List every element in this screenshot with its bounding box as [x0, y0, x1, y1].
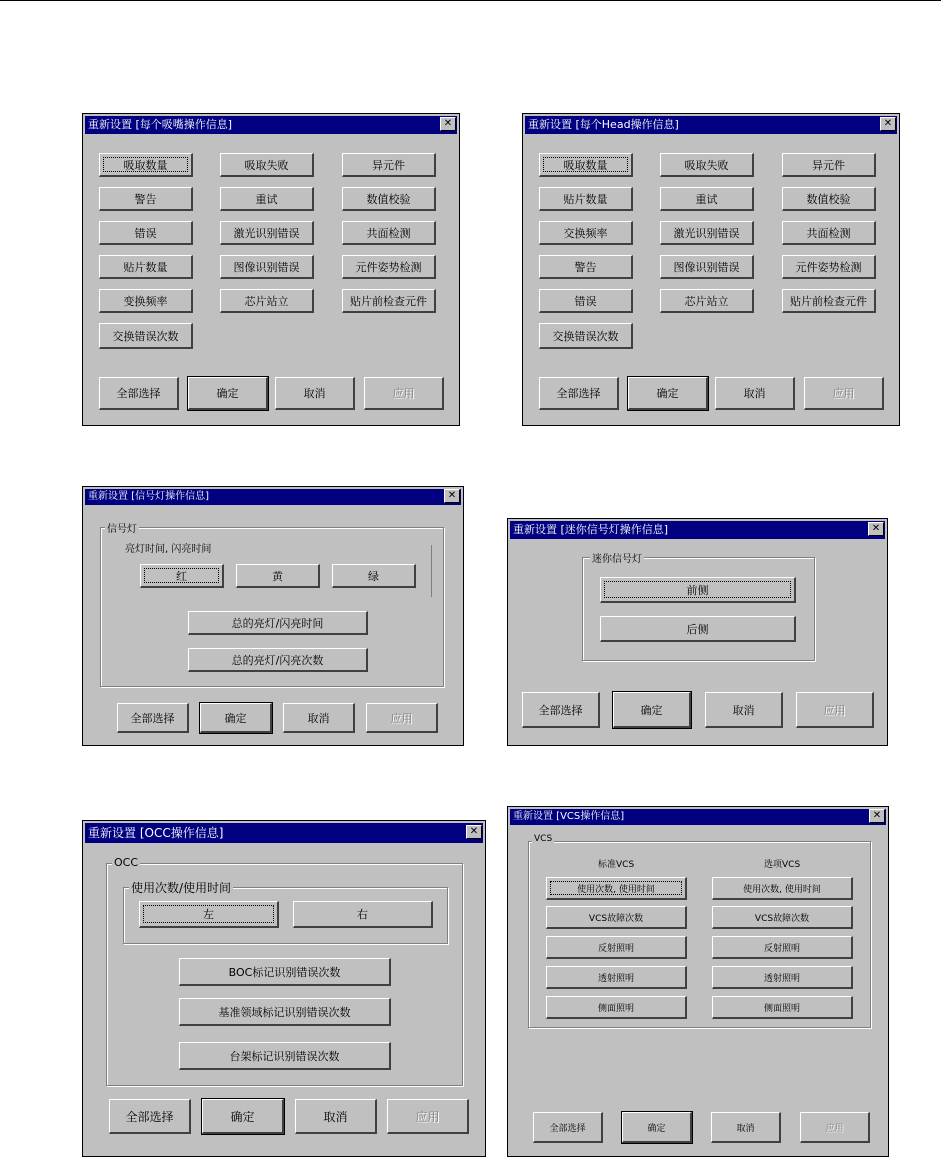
reset-button[interactable]: 警告 [99, 187, 193, 211]
dialog-title-bar [510, 809, 886, 825]
red-button[interactable]: 红 [140, 564, 224, 588]
dialog-title-bar [525, 116, 897, 134]
standard-vcs-header: 标准VCS [598, 860, 635, 870]
dialog-nozzle-reset [82, 113, 460, 426]
reset-button[interactable]: 警告 [539, 255, 633, 279]
option-vcs-header: 选项VCS [764, 860, 801, 870]
ok-button[interactable]: 确定 [622, 1112, 692, 1143]
fiducial-mark-error-button[interactable]: 基准领域标记识别错误次数 [179, 998, 391, 1026]
close-icon[interactable]: ✕ [444, 489, 460, 503]
boc-mark-error-button[interactable]: BOC标记识别错误次数 [179, 958, 391, 986]
left-button[interactable]: 左 [139, 901, 279, 928]
reset-button[interactable]: 吸取失败 [660, 153, 754, 177]
group-label: 迷你信号灯 [590, 550, 644, 565]
stage-mark-error-button[interactable]: 台架标记识别错误次数 [179, 1042, 391, 1070]
option-reflected-light-button[interactable]: 反射照明 [712, 936, 853, 959]
dialog-title-bar [85, 116, 457, 134]
reset-button[interactable]: 图像识别错误 [220, 255, 314, 279]
option-side-light-button[interactable]: 侧面照明 [712, 996, 853, 1019]
reset-button[interactable]: 重试 [660, 187, 754, 211]
standard-vcs-fault-button[interactable]: VCS故障次数 [546, 906, 687, 929]
reset-button[interactable]: 错误 [539, 289, 633, 313]
apply-button: 应用 [387, 1099, 469, 1134]
reset-button[interactable]: 贴片数量 [539, 187, 633, 211]
front-button[interactable]: 前侧 [600, 577, 796, 603]
yellow-button[interactable]: 黄 [236, 564, 320, 588]
option-usage-button[interactable]: 使用次数, 使用时间 [712, 877, 853, 900]
close-icon[interactable]: ✕ [868, 522, 884, 536]
dialog-signal-light-reset [82, 486, 464, 746]
dialog-vcs-reset [507, 806, 889, 1157]
reset-button[interactable]: 异元件 [782, 153, 876, 177]
cancel-button[interactable]: 取消 [711, 1112, 781, 1143]
dialog-mini-signal-light-reset [507, 518, 888, 746]
dialog-title: 重新设置 [OCC操作信息] [88, 826, 224, 840]
close-icon[interactable]: ✕ [440, 117, 456, 131]
select-all-button[interactable]: 全部选择 [533, 1112, 603, 1143]
reset-button[interactable]: 错误 [99, 221, 193, 245]
reset-button[interactable]: 图像识别错误 [660, 255, 754, 279]
dialog-head-reset [522, 113, 900, 426]
standard-reflected-light-button[interactable]: 反射照明 [546, 936, 687, 959]
standard-side-light-button[interactable]: 侧面照明 [546, 996, 687, 1019]
cancel-button[interactable]: 取消 [275, 377, 355, 410]
reset-button[interactable]: 芯片站立 [660, 289, 754, 313]
rear-button[interactable]: 后侧 [600, 616, 796, 642]
reset-button[interactable]: 吸取失败 [220, 153, 314, 177]
group-label: OCC [114, 856, 139, 869]
green-button[interactable]: 绿 [332, 564, 416, 588]
apply-button: 应用 [364, 377, 444, 410]
cancel-button[interactable]: 取消 [715, 377, 795, 410]
apply-button: 应用 [366, 703, 438, 733]
standard-transmitted-light-button[interactable]: 透射照明 [546, 966, 687, 989]
dialog-title-bar [85, 823, 483, 843]
reset-button[interactable]: 元件姿势检测 [782, 255, 876, 279]
group-label: VCS [534, 834, 553, 844]
ok-button[interactable]: 确定 [200, 703, 272, 733]
apply-button: 应用 [800, 1112, 870, 1143]
ok-button[interactable]: 确定 [628, 377, 708, 410]
total-time-button[interactable]: 总的亮灯/闪亮时间 [188, 611, 368, 635]
dialog-title: 重新设置 [信号灯操作信息] [88, 491, 209, 502]
reset-button[interactable]: 贴片数量 [99, 255, 193, 279]
reset-button[interactable]: 数值校验 [342, 187, 436, 211]
reset-button[interactable]: 激光识别错误 [220, 221, 314, 245]
reset-button[interactable]: 交换错误次数 [99, 323, 193, 349]
group-label: 信号灯 [105, 520, 139, 535]
right-button[interactable]: 右 [293, 901, 433, 928]
reset-button[interactable]: 交换错误次数 [539, 323, 633, 349]
apply-button: 应用 [796, 692, 874, 728]
option-vcs-fault-button[interactable]: VCS故障次数 [712, 906, 853, 929]
apply-button: 应用 [804, 377, 884, 410]
subtitle-label: 亮灯时间, 闪亮时间 [125, 544, 212, 555]
cancel-button[interactable]: 取消 [705, 692, 783, 728]
select-all-button[interactable]: 全部选择 [109, 1099, 191, 1134]
dialog-title: 重新设置 [迷你信号灯操作信息] [513, 523, 669, 536]
select-all-button[interactable]: 全部选择 [99, 377, 179, 410]
page-top-rule [0, 0, 941, 1]
reset-button[interactable]: 交换频率 [539, 221, 633, 245]
reset-button[interactable]: 数值校验 [782, 187, 876, 211]
reset-button[interactable]: 吸取数量 [539, 153, 633, 177]
cancel-button[interactable]: 取消 [295, 1099, 377, 1134]
close-icon[interactable]: ✕ [466, 825, 482, 839]
reset-button[interactable]: 变换频率 [99, 289, 193, 313]
reset-button[interactable]: 贴片前检查元件 [342, 289, 436, 313]
select-all-button[interactable]: 全部选择 [117, 703, 189, 733]
ok-button[interactable]: 确定 [202, 1099, 284, 1134]
dialog-title-bar [510, 521, 885, 539]
subgroup-label: 使用次数/使用时间 [131, 881, 232, 895]
ok-button[interactable]: 确定 [188, 377, 268, 410]
dialog-occ-reset [82, 820, 486, 1157]
reset-button[interactable]: 异元件 [342, 153, 436, 177]
close-icon[interactable]: ✕ [880, 117, 896, 131]
reset-button[interactable]: 贴片前检查元件 [782, 289, 876, 313]
option-transmitted-light-button[interactable]: 透射照明 [712, 966, 853, 989]
reset-button[interactable]: 元件姿势检测 [342, 255, 436, 279]
reset-button[interactable]: 吸取数量 [99, 153, 193, 177]
dialog-title: 重新设置 [VCS操作信息] [513, 811, 625, 822]
total-count-button[interactable]: 总的亮灯/闪亮次数 [188, 648, 368, 672]
ok-button[interactable]: 确定 [613, 692, 691, 728]
mini-signal-light-group [582, 557, 815, 661]
reset-button[interactable]: 重试 [220, 187, 314, 211]
close-icon[interactable]: ✕ [869, 809, 885, 823]
scroll-divider [431, 545, 432, 597]
reset-button[interactable]: 激光识别错误 [660, 221, 754, 245]
select-all-button[interactable]: 全部选择 [539, 377, 619, 410]
select-all-button[interactable]: 全部选择 [522, 692, 600, 728]
reset-button[interactable]: 共面检测 [782, 221, 876, 245]
cancel-button[interactable]: 取消 [283, 703, 355, 733]
dialog-title: 重新设置 [每个Head操作信息] [528, 118, 679, 131]
reset-button[interactable]: 共面检测 [342, 221, 436, 245]
reset-button[interactable]: 芯片站立 [220, 289, 314, 313]
standard-usage-button[interactable]: 使用次数, 使用时间 [546, 877, 687, 900]
dialog-title-bar [85, 489, 461, 505]
dialog-title: 重新设置 [每个吸嘴操作信息] [88, 118, 233, 131]
